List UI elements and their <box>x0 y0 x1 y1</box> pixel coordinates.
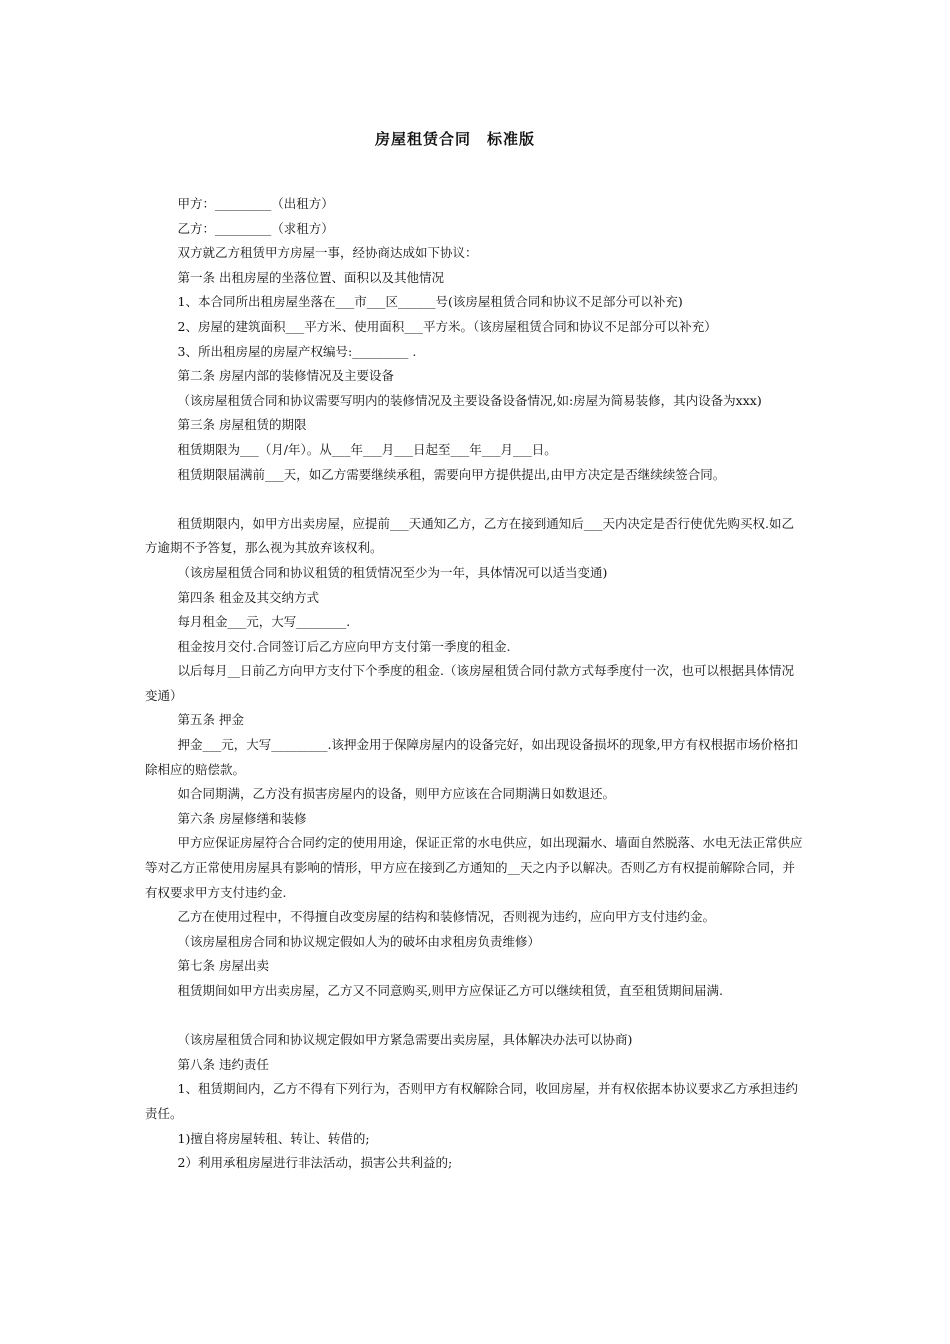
title-suffix: 标准版 <box>487 130 536 148</box>
paragraph: 第七条 房屋出卖 <box>177 958 269 974</box>
paragraph: 2、房屋的建筑面积___平方米、使用面积___平方米。（该房屋租赁合同和协议不足部分可以补充） <box>177 318 717 334</box>
paragraph: （该房屋租房合同和协议规定假如人为的破坏由求租房负责维修） <box>177 933 541 949</box>
title-main: 房屋租赁合同 <box>374 130 471 148</box>
paragraph: 第二条 房屋内部的装修情况及主要设备 <box>177 368 394 384</box>
paragraph: 1)擅自将房屋转租、转让、转借的; <box>177 1130 370 1146</box>
paragraph: 如合同期满，乙方没有损害房屋内的设备，则甲方应该在合同期满日如数退还。 <box>177 786 616 802</box>
paragraph: 第四条 租金及其交纳方式 <box>177 589 319 605</box>
paragraph: 租赁期限为___（月/年）。从___年___月___日起至___年___月___日。 <box>177 441 557 457</box>
paragraph: 每月租金___元，大写________. <box>177 614 351 630</box>
paragraph: 乙方：_________（求租方） <box>177 220 334 236</box>
paragraph: 以后每月__日前乙方向甲方支付下个季度的租金.（该房屋租赁合同付款方式每季度付一次，也可以根据具体情况变通） <box>145 663 794 703</box>
paragraph: 第三条 房屋租赁的期限 <box>177 417 307 433</box>
paragraph: 租金按月交付.合同签订后乙方应向甲方支付第一季度的租金. <box>177 638 511 654</box>
paragraph: 租赁期间如甲方出卖房屋，乙方又不同意购买,则甲方应保证乙方可以继续租赁，直至租赁期间届满. <box>177 983 723 998</box>
paragraph: 第一条 出租房屋的坐落位置、面积以及其他情况 <box>177 269 444 285</box>
paragraph: 租赁期限内，如甲方出卖房屋，应提前___天通知乙方，乙方在接到通知后___天内决定是否行使优先购买权.如乙方逾期不予答复，那么视为其放弃该权利。 <box>145 515 794 556</box>
paragraph: 甲方：_________（出租方） <box>177 196 334 211</box>
paragraph: 第五条 押金 <box>177 712 244 728</box>
paragraph: （该房屋租赁合同和协议需要写明内的装修情况及主要设备设备情况,如:房屋为简易装修，其内设备为xxx) <box>177 392 762 408</box>
paragraph: 第六条 房屋修缮和装修 <box>177 810 307 826</box>
paragraph: 押金___元，大写_________.该押金用于保障房屋内的设备完好，如出现设备损坏的现象,甲方有权根据市场价格扣除相应的赔偿款。 <box>145 737 798 777</box>
paragraph: （该房屋租赁合同和协议规定假如甲方紧急需要出卖房屋，具体解决办法可以协商) <box>177 1032 633 1048</box>
paragraph: 3、所出租房屋的房屋产权编号:_________ . <box>177 343 417 359</box>
paragraph: 甲方应保证房屋符合合同约定的使用用途，保证正常的水电供应，如出现漏水、墙面自然脱落、水电无法正常供应等对乙方正常使用房屋具有影响的情形，甲方应在接到乙方通知的__天之内予以解决。否则乙方有权提前解除合同，并有权要求甲方支付违约金. <box>145 835 803 900</box>
paragraph: 乙方在使用过程中，不得擅自改变房屋的结构和装修情况，否则视为违约，应向甲方支付违约金。 <box>177 909 716 925</box>
paragraph: 租赁期限届满前___天，如乙方需要继续承租，需要向甲方提供提出,由甲方决定是否继续续签合同。 <box>177 466 726 482</box>
paragraph: 1、本合同所出租房屋坐落在___市___区______号(该房屋租赁合同和协议不足部分可以补充) <box>177 294 683 310</box>
paragraph: 1、租赁期间内，乙方不得有下列行为，否则甲方有权解除合同，收回房屋，并有权依据本协议要求乙方承担违约责任。 <box>145 1081 798 1121</box>
paragraph: （该房屋租赁合同和协议租赁的租赁情况至少为一年，具体情况可以适当变通) <box>177 564 608 580</box>
document-title <box>0 128 910 149</box>
document-body <box>145 192 805 1176</box>
paragraph: 双方就乙方租赁甲方房屋一事，经协商达成如下协议： <box>177 245 478 261</box>
paragraph: 2）利用承租房屋进行非法活动，损害公共利益的; <box>177 1155 453 1171</box>
blank-line <box>145 1004 805 1029</box>
blank-line <box>145 487 805 512</box>
paragraph: 第八条 违约责任 <box>177 1056 269 1072</box>
